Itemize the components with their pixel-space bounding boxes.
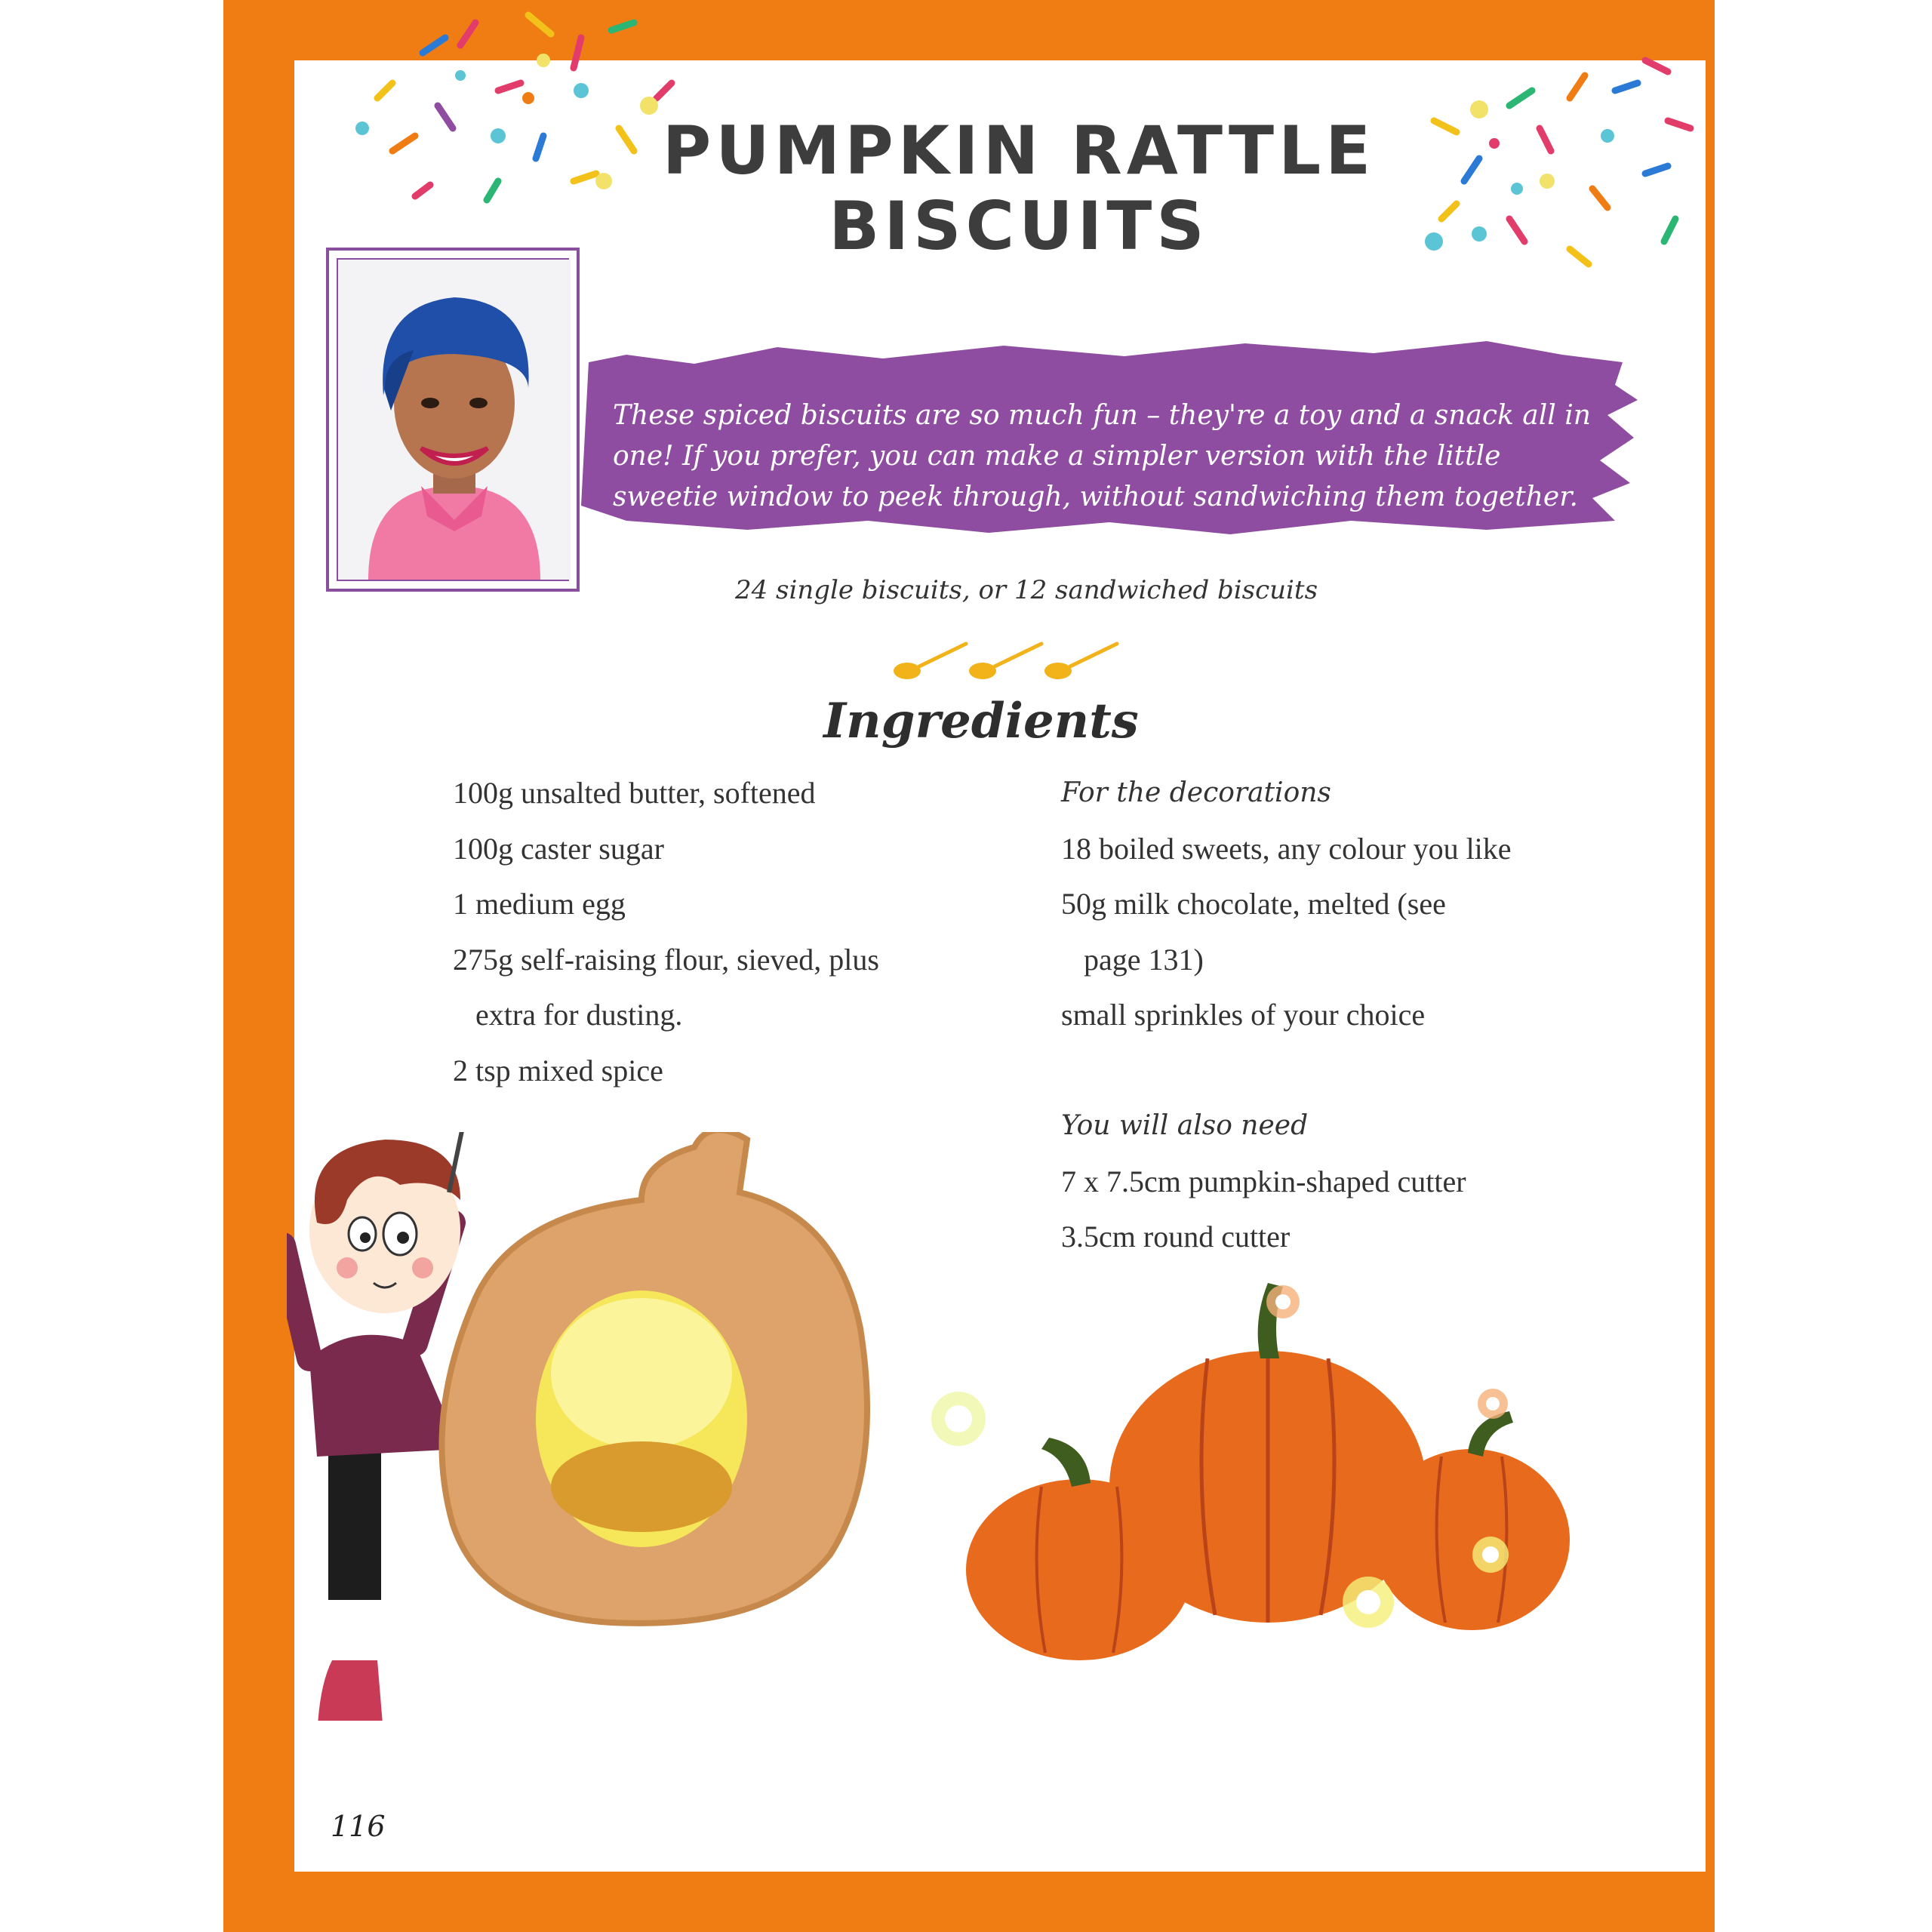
equipment-item: 3.5cm round cutter bbox=[1061, 1220, 1291, 1254]
decoration-item: small sprinkles of your choice bbox=[1061, 998, 1426, 1032]
ingredient-item: 1 medium egg bbox=[453, 887, 626, 921]
recipe-yield: 24 single biscuits, or 12 sandwiched biscuits bbox=[734, 575, 1318, 605]
ingredient-item: 100g caster sugar bbox=[453, 831, 664, 866]
recipe-illustration bbox=[287, 1132, 1675, 1721]
decoration-item: 18 boiled sweets, any colour you like bbox=[1061, 831, 1512, 866]
recipe-title-line1: PUMPKIN RATTLE bbox=[662, 112, 1376, 189]
decorations-subheading: For the decorations bbox=[1061, 777, 1331, 808]
main-ingredients-list bbox=[453, 765, 981, 1098]
confetti-sprinkles-right bbox=[1419, 45, 1706, 287]
ingredient-item: 275g self-raising flour, sieved, plus bbox=[453, 942, 879, 977]
chef-portrait-frame bbox=[326, 248, 580, 592]
spoon-icon bbox=[894, 644, 966, 679]
pumpkin-biscuit-photo bbox=[441, 1132, 867, 1623]
page-number: 116 bbox=[331, 1810, 386, 1843]
portrait-photo-icon bbox=[338, 260, 571, 580]
equipment-subheading: You will also need bbox=[1061, 1110, 1309, 1141]
equipment-item: 7 x 7.5cm pumpkin-shaped cutter bbox=[1061, 1164, 1466, 1198]
ingredient-item: 100g unsalted butter, softened bbox=[453, 776, 816, 810]
recipe-intro: These spiced biscuits are so much fun – they're a toy and a snack all in one! If you prefer, you can make a simpler version with the little sweetie window to peek through, without sandwiching them together. bbox=[613, 400, 1591, 512]
ingredient-item-continued: extra for dusting. bbox=[475, 998, 683, 1032]
ingredients-heading: Ingredients bbox=[823, 693, 1139, 749]
list-spacer bbox=[1061, 1043, 1620, 1099]
spoon-icon bbox=[969, 644, 1041, 679]
decoration-item: 50g milk chocolate, melted (see bbox=[1061, 887, 1446, 921]
spoon-icon-row bbox=[891, 638, 1124, 683]
spoon-icon bbox=[1044, 644, 1117, 679]
ingredient-item: 2 tsp mixed spice bbox=[453, 1053, 663, 1088]
chef-portrait-photo bbox=[337, 258, 569, 581]
recipe-title bbox=[604, 113, 1434, 264]
recipe-title-line2: BISCUITS bbox=[829, 187, 1209, 265]
decoration-item-continued: page 131) bbox=[1084, 942, 1204, 977]
